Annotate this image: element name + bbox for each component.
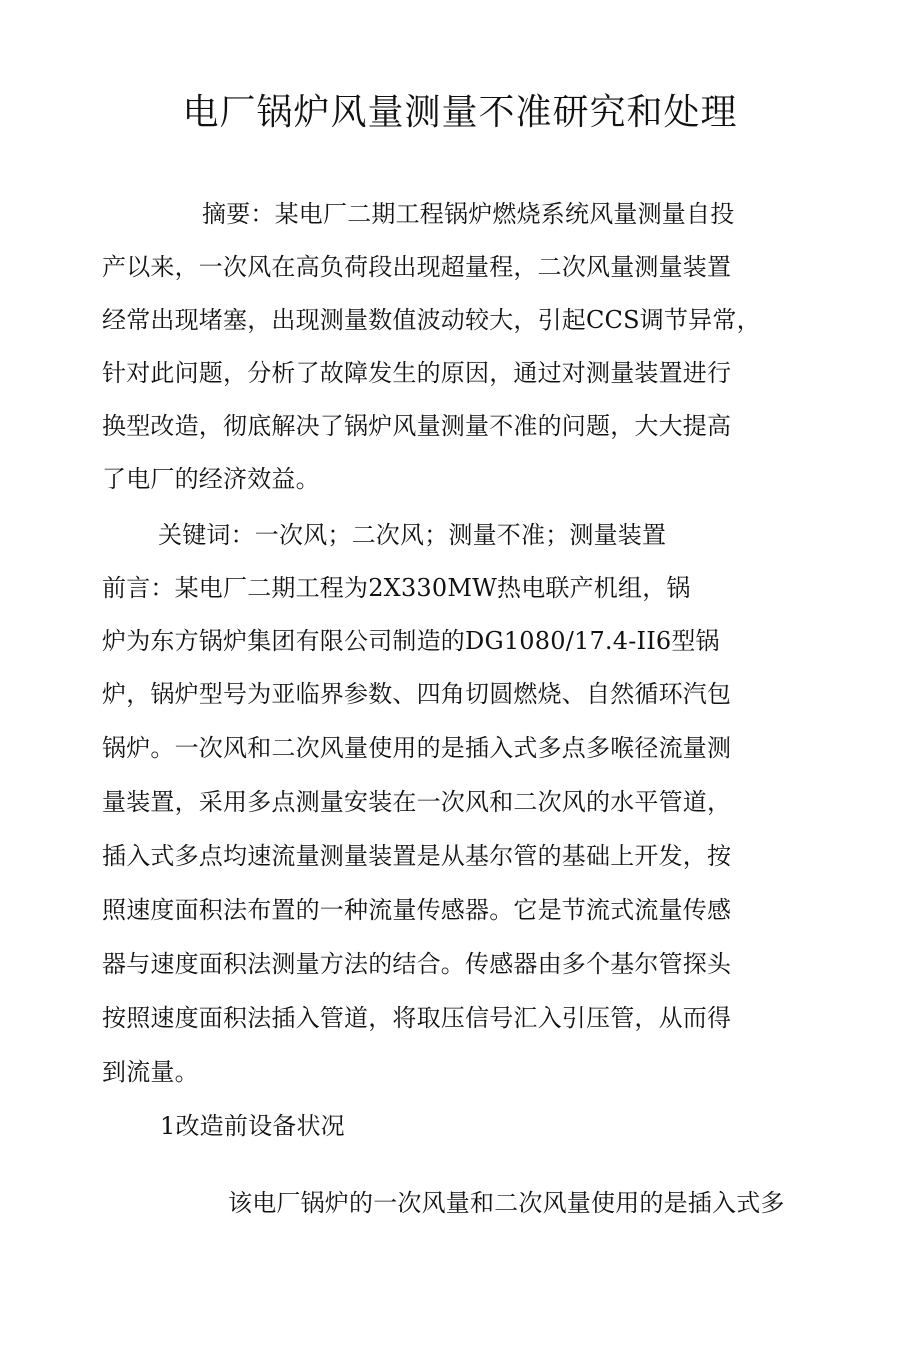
preface-line: 量装置，采用多点测量安装在一次风和二次风的水平管道， — [102, 788, 732, 816]
preface-line: 前言：某电厂二期工程为2X330MW热电联产机组，锅 — [102, 574, 691, 602]
document-title: 电厂锅炉风量测量不准研究和处理 — [182, 92, 738, 133]
abstract-line: 换型改造，彻底解决了锅炉风量测量不准的问题，大大提高 — [102, 412, 732, 440]
abstract-line: 经常出现堵塞，出现测量数值波动较大，引起CCS调节异常， — [102, 306, 761, 334]
section-heading: 1改造前设备状况 — [160, 1112, 345, 1140]
keywords-line: 关键词：一次风；二次风；测量不准；测量装置 — [158, 521, 667, 549]
section-paragraph-line: 该电厂锅炉的一次风量和二次风量使用的是插入式多 — [228, 1189, 785, 1217]
preface-line: 照速度面积法布置的一种流量传感器。它是节流式流量传感 — [102, 896, 732, 924]
preface-line: 炉为东方锅炉集团有限公司制造的DG1080/17.4-II6型锅 — [102, 627, 720, 655]
preface-line: 到流量。 — [102, 1058, 199, 1086]
abstract-line: 了电厂的经济效益。 — [102, 465, 320, 493]
abstract-line: 针对此问题，分析了故障发生的原因，通过对测量装置进行 — [102, 359, 732, 387]
preface-line: 器与速度面积法测量方法的结合。传感器由多个基尔管探头 — [102, 950, 732, 978]
preface-line: 炉，锅炉型号为亚临界参数、四角切圆燃烧、自然循环汽包 — [102, 680, 732, 708]
preface-line: 插入式多点均速流量测量装置是从基尔管的基础上开发，按 — [102, 842, 732, 870]
preface-line: 按照速度面积法插入管道，将取压信号汇入引压管，从而得 — [102, 1004, 732, 1032]
abstract-line: 摘要：某电厂二期工程锅炉燃烧系统风量测量自投 — [202, 200, 735, 228]
abstract-line: 产以来，一次风在高负荷段出现超量程，二次风量测量装置 — [102, 253, 732, 281]
preface-line: 锅炉。一次风和二次风量使用的是插入式多点多喉径流量测 — [102, 734, 732, 762]
